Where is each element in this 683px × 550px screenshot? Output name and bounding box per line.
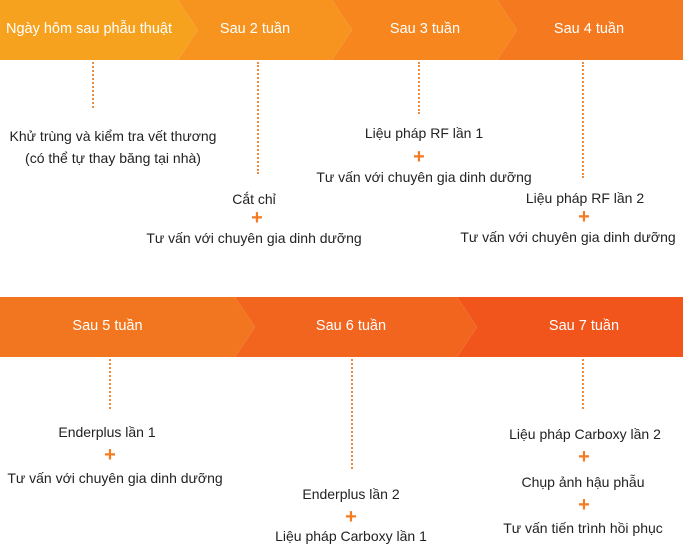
plus-icon: + — [345, 506, 357, 528]
connector-line — [582, 359, 584, 409]
stage-label-day-after: Ngày hôm sau phẫu thuật — [5, 21, 173, 37]
step-text: Enderplus lần 1 — [58, 424, 156, 440]
stage-label-week-5: Sau 5 tuần — [72, 318, 143, 334]
step-text: (có thể tự thay băng tại nhà) — [25, 150, 201, 166]
plus-icon: + — [578, 494, 590, 516]
step-text: Tư vấn với chuyên gia dinh dưỡng — [146, 230, 362, 246]
step-text: Cắt chỉ — [232, 191, 276, 207]
stage-label-week-7: Sau 7 tuần — [548, 318, 620, 334]
step-text: Tư vấn với chuyên gia dinh dưỡng — [460, 229, 676, 245]
timeline-band-row2 — [0, 297, 683, 357]
connector-line — [257, 62, 259, 174]
timeline-band-row1 — [0, 0, 683, 60]
step-text: Khử trùng và kiểm tra vết thương — [9, 128, 217, 144]
step-text: Liệu pháp Carboxy lần 1 — [275, 528, 427, 544]
plus-icon: + — [104, 444, 116, 466]
plus-icon: + — [578, 206, 590, 228]
connector-line — [418, 62, 420, 114]
stage-label-week-4: Sau 4 tuần — [553, 21, 625, 37]
connector-line — [582, 62, 584, 178]
plus-icon: + — [413, 146, 425, 168]
step-text: Enderplus lần 2 — [302, 486, 400, 502]
step-text: Tư vấn với chuyên gia dinh dưỡng — [316, 169, 532, 185]
step-text: Liệu pháp RF lần 1 — [364, 125, 484, 141]
plus-icon: + — [251, 207, 263, 229]
connector-line — [351, 359, 353, 469]
connector-line — [109, 359, 111, 409]
connector-line — [92, 62, 94, 108]
step-text: Liệu pháp Carboxy lần 2 — [509, 426, 661, 442]
stage-label-week-3: Sau 3 tuần — [389, 21, 461, 37]
stage-label-week-6: Sau 6 tuần — [315, 318, 387, 334]
step-text: Chụp ảnh hậu phẫu — [521, 474, 645, 490]
plus-icon: + — [578, 446, 590, 468]
step-text: Tư vấn với chuyên gia dinh dưỡng — [7, 470, 223, 486]
stage-label-week-2: Sau 2 tuần — [219, 21, 291, 37]
step-text: Tư vấn tiến trình hồi phục — [503, 520, 663, 536]
step-text: Liệu pháp RF lần 2 — [525, 190, 645, 206]
